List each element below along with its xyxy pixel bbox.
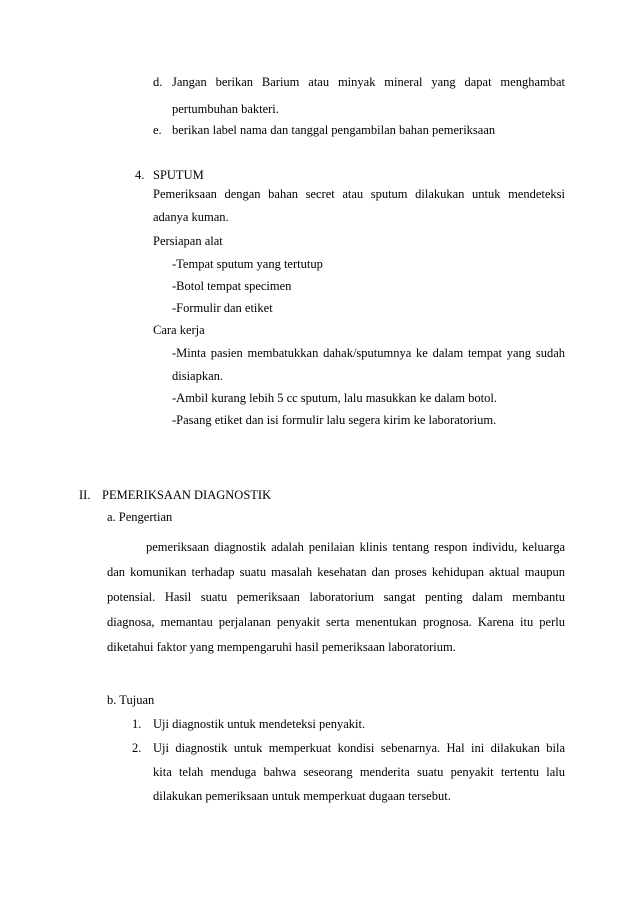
cara-line-4: -Pasang etiket dan isi formulir lalu segera kirim ke laboratorium.	[172, 413, 497, 427]
tujuan-marker-1: 1.	[132, 717, 142, 731]
list-marker-e: e.	[153, 123, 162, 137]
item-d-line-1: Jangan berikan Barium atau minyak mineral yang dapat menghambat	[172, 75, 565, 89]
sputum-marker: 4.	[135, 168, 145, 182]
cara-line-1: -Minta pasien membatukkan dahak/sputumnya ke dalam tempat yang sudah	[172, 346, 565, 360]
persiapan-label: Persiapan alat	[153, 234, 223, 248]
pengertian-label: a. Pengertian	[107, 510, 173, 524]
pengertian-line-1: pemeriksaan diagnostik adalah penilaian klinis tentang respon individu, keluarga	[146, 540, 565, 554]
item-e-text: berikan label nama dan tanggal pengambilan bahan pemeriksaan	[172, 123, 496, 137]
tujuan-item-2-line-1: Uji diagnostik untuk memperkuat kondisi sebenarnya. Hal ini dilakukan bila	[153, 741, 565, 755]
pengertian-line-2: dan komunikan terhadap suatu masalah kesehatan dan proses kehidupan aktual maupun	[107, 565, 565, 579]
cara-label: Cara kerja	[153, 323, 205, 337]
cara-line-2: disiapkan.	[172, 369, 224, 383]
tujuan-item-1: Uji diagnostik untuk mendeteksi penyakit.	[153, 717, 366, 731]
sputum-desc-line-1: Pemeriksaan dengan bahan secret atau sputum dilakukan untuk mendeteksi	[153, 187, 565, 201]
section-ii-heading: PEMERIKSAAN DIAGNOSTIK	[102, 488, 272, 502]
persiapan-item-2: -Botol tempat specimen	[172, 279, 292, 293]
item-d-line-2: pertumbuhan bakteri.	[172, 102, 279, 116]
sputum-heading: SPUTUM	[153, 168, 204, 182]
pengertian-line-3: potensial. Hasil suatu pemeriksaan laboratorium sangat penting dalam membantu	[107, 590, 565, 604]
tujuan-label: b. Tujuan	[107, 693, 155, 707]
tujuan-item-2-line-2: kita telah menduga bahwa seseorang menderita suatu penyakit tertentu lalu	[153, 765, 565, 779]
tujuan-marker-2: 2.	[132, 741, 142, 755]
persiapan-item-1: -Tempat sputum yang tertutup	[172, 257, 323, 271]
pengertian-line-5: diketahui faktor yang mempengaruhi hasil pemeriksaan laboratorium.	[107, 640, 456, 654]
section-ii-marker: II.	[79, 488, 91, 502]
tujuan-item-2-line-3: dilakukan pemeriksaan untuk memperkuat dugaan tersebut.	[153, 789, 451, 803]
persiapan-item-3: -Formulir dan etiket	[172, 301, 273, 315]
list-marker-d: d.	[153, 75, 163, 89]
pengertian-line-4: diagnosa, memantau perjalanan penyakit serta menentukan prognosa. Karena itu perlu	[107, 615, 565, 629]
sputum-desc-line-2: adanya kuman.	[153, 210, 229, 224]
cara-line-3: -Ambil kurang lebih 5 cc sputum, lalu masukkan ke dalam botol.	[172, 391, 497, 405]
